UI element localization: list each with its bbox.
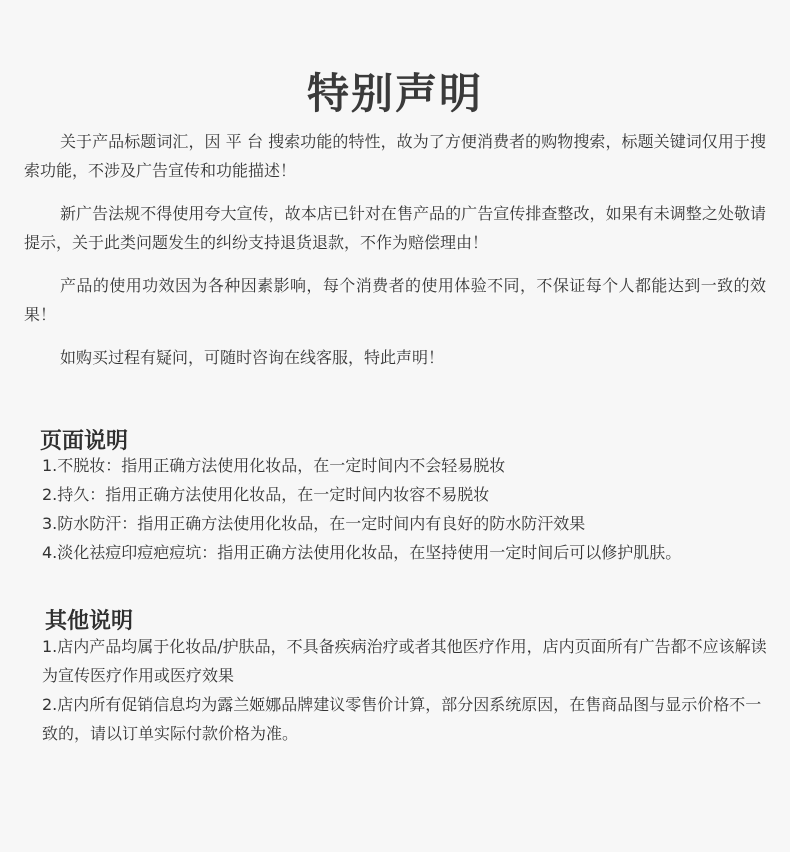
other-note-item: 1.店内产品均属于化妆品/护肤品，不具备疾病治疗或者其他医疗作用，店内页面所有广告都不应该解读为宣传医疗作用或医疗效果 bbox=[42, 637, 767, 685]
statement-section bbox=[24, 127, 766, 386]
page-notes-heading: 页面说明 bbox=[40, 429, 129, 455]
page-title: 特别声明 bbox=[306, 69, 483, 119]
statement-paragraph-4: 如购买过程有疑问，可随时咨询在线客服，特此声明！ bbox=[60, 348, 445, 367]
statement-paragraph-2: 新广告法规不得使用夸大宣传，故本店已针对在售产品的广告宣传排查整改，如果有未调整之处敬请提示，关于此类问题发生的纠纷支持退货退款，不作为赔偿理由！ bbox=[24, 204, 766, 252]
page-note-item: 3.防水防汗：指用正确方法使用化妆品，在一定时间内有良好的防水防汗效果 bbox=[42, 514, 586, 533]
statement-paragraph-1: 关于产品标题词汇，因 平 台 搜索功能的特性，故为了方便消费者的购物搜索，标题关键词仅用于搜索功能，不涉及广告宣传和功能描述！ bbox=[24, 132, 766, 180]
page-notes-list bbox=[42, 452, 772, 568]
other-notes-list bbox=[42, 632, 772, 748]
page-note-item: 4.淡化祛痘印痘疤痘坑：指用正确方法使用化妆品，在坚持使用一定时间后可以修护肌肤。 bbox=[42, 543, 682, 562]
other-notes-heading: 其他说明 bbox=[45, 609, 134, 635]
page-note-item: 1.不脱妆：指用正确方法使用化妆品，在一定时间内不会轻易脱妆 bbox=[42, 456, 506, 475]
other-note-item: 2.店内所有促销信息均为露兰姬娜品牌建议零售价计算，部分因系统原因，在售商品图与显示价格不一致的，请以订单实际付款价格为准。 bbox=[42, 695, 762, 743]
statement-paragraph-3: 产品的使用功效因为各种因素影响，每个消费者的使用体验不同，不保证每个人都能达到一致的效果！ bbox=[24, 276, 766, 324]
page-note-item: 2.持久：指用正确方法使用化妆品，在一定时间内妆容不易脱妆 bbox=[42, 485, 490, 504]
